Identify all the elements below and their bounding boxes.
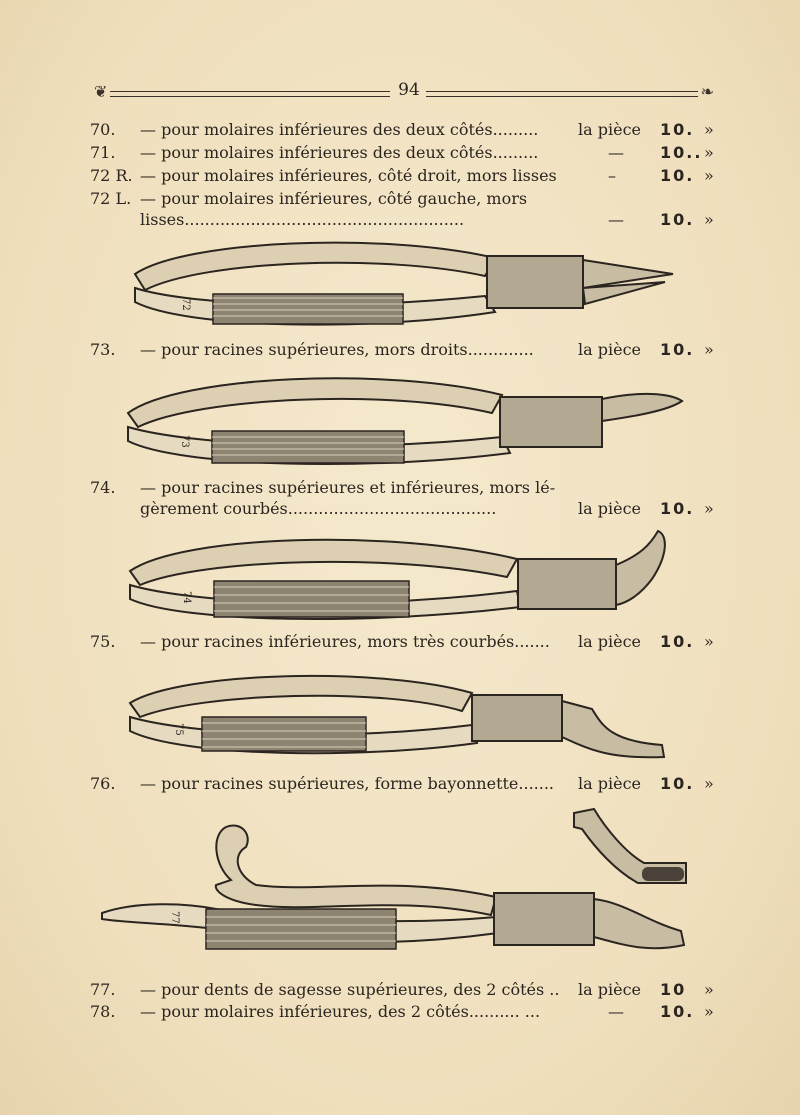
price-unit: » bbox=[704, 210, 714, 229]
price-unit: » bbox=[704, 143, 714, 162]
price-label: – bbox=[608, 166, 616, 185]
price-value: 10. bbox=[660, 210, 695, 229]
price-label: la pièce bbox=[578, 980, 641, 999]
fleuron-right-icon: ❧ bbox=[700, 82, 714, 101]
entry-number: 72 R. bbox=[90, 166, 133, 185]
entry-72l bbox=[90, 189, 720, 209]
header-rule-left bbox=[110, 91, 390, 97]
engraved-number: 77 bbox=[169, 911, 180, 924]
price-value: 10. bbox=[660, 120, 695, 139]
price-label: — bbox=[608, 1002, 624, 1021]
price-label: — bbox=[608, 143, 624, 162]
price-unit: » bbox=[704, 166, 714, 185]
entry-number: 74. bbox=[90, 478, 116, 497]
entry-description: — pour racines supérieures, mors droits............. bbox=[140, 340, 534, 359]
price-value: 10. bbox=[660, 632, 695, 651]
price-label: — bbox=[608, 210, 624, 229]
price-unit: » bbox=[704, 1002, 714, 1021]
engraved-number: 73 bbox=[179, 435, 190, 448]
forceps-77-illustration bbox=[96, 805, 696, 970]
entry-number: 70. bbox=[90, 120, 116, 139]
price-unit: » bbox=[704, 774, 714, 793]
entry-description: — pour molaires inférieures des deux côtés......... bbox=[140, 120, 539, 139]
forceps-72-illustration bbox=[125, 232, 685, 332]
price-unit: » bbox=[704, 499, 714, 518]
engraved-number: 74 bbox=[181, 591, 192, 604]
price-unit: » bbox=[704, 120, 714, 139]
entry-description: — pour molaires inférieures, côté gauche, mors bbox=[140, 189, 528, 208]
engraved-number: 72 bbox=[180, 298, 191, 311]
entry-number: 76. bbox=[90, 774, 116, 793]
price-label: la pièce bbox=[578, 632, 641, 651]
price-value: 10 bbox=[660, 980, 687, 999]
fleuron-left-icon: ❦ bbox=[94, 82, 108, 101]
price-label: la pièce bbox=[578, 340, 641, 359]
page-number: 94 bbox=[398, 80, 420, 100]
entry-number: 73. bbox=[90, 340, 116, 359]
entry-75 bbox=[90, 632, 720, 652]
entry-description-continued: lisses....................................................... bbox=[140, 210, 465, 229]
entry-description: — pour dents de sagesse supérieures, des 2 côtés .. bbox=[140, 980, 560, 999]
price-unit: » bbox=[704, 980, 714, 999]
price-value: 10.. bbox=[660, 143, 703, 162]
entry-description: — pour racines supérieures et inférieures, mors lé- bbox=[140, 478, 556, 497]
entry-76 bbox=[90, 774, 720, 794]
entry-78 bbox=[90, 1002, 720, 1022]
entry-description: — pour racines supérieures, forme bayonnette....... bbox=[140, 774, 554, 793]
entry-77 bbox=[90, 980, 720, 1000]
entry-number: 75. bbox=[90, 632, 116, 651]
entry-71 bbox=[90, 143, 720, 163]
forceps-75-illustration bbox=[122, 665, 672, 770]
price-label: la pièce bbox=[578, 499, 641, 518]
entry-73 bbox=[90, 340, 720, 360]
entry-72l-continued bbox=[90, 210, 720, 230]
entry-74 bbox=[90, 478, 720, 498]
entry-72r bbox=[90, 166, 720, 186]
forceps-73-illustration bbox=[120, 365, 690, 470]
entry-description: — pour molaires inférieures, côté droit, mors lisses bbox=[140, 166, 557, 185]
price-value: 10. bbox=[660, 499, 695, 518]
price-value: 10. bbox=[660, 1002, 695, 1021]
entry-description: — pour molaires inférieures des deux côtés......... bbox=[140, 143, 539, 162]
price-label: la pièce bbox=[578, 774, 641, 793]
entry-description: — pour molaires inférieures, des 2 côtés.......... ... bbox=[140, 1002, 541, 1021]
price-unit: » bbox=[704, 340, 714, 359]
entry-description: — pour racines inférieures, mors très courbés....... bbox=[140, 632, 550, 651]
entry-description-continued: gèrement courbés......................................... bbox=[140, 499, 497, 518]
price-label: la pièce bbox=[578, 120, 641, 139]
entry-number: 77. bbox=[90, 980, 116, 999]
entry-number: 71. bbox=[90, 143, 116, 162]
entry-74-continued bbox=[90, 499, 720, 519]
forceps-74-illustration bbox=[122, 525, 672, 625]
entry-number: 78. bbox=[90, 1002, 116, 1021]
entry-number: 72 L. bbox=[90, 189, 132, 208]
price-unit: » bbox=[704, 632, 714, 651]
engraved-number: 75 bbox=[173, 723, 184, 736]
price-value: 10. bbox=[660, 774, 695, 793]
entry-70 bbox=[90, 120, 720, 140]
page-header bbox=[94, 82, 714, 106]
header-rule-right bbox=[426, 91, 698, 97]
price-value: 10. bbox=[660, 166, 695, 185]
price-value: 10. bbox=[660, 340, 695, 359]
